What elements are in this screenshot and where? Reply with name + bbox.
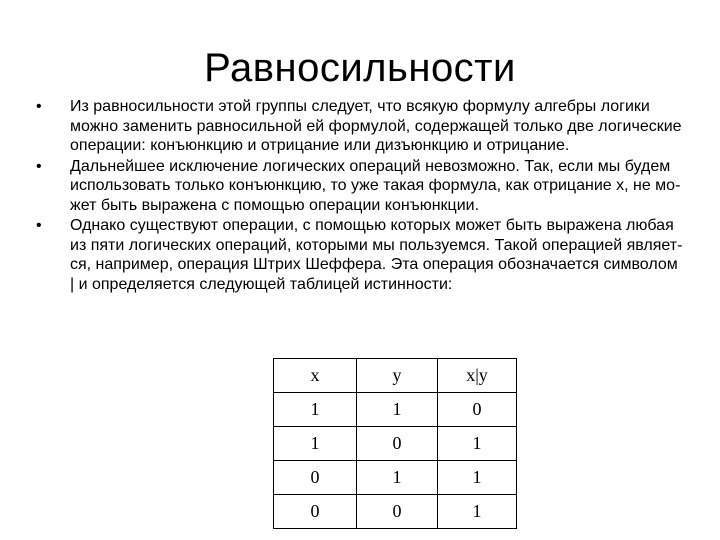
table-cell: 1 [274,393,357,427]
table-header-cell: y [357,359,438,393]
table-cell: 1 [357,393,438,427]
table-cell: 0 [438,393,517,427]
table-row [274,461,517,495]
bullet-dot-icon: • [36,98,42,115]
truth-table [273,358,517,529]
table-cell: 1 [438,461,517,495]
table-cell: 0 [274,461,357,495]
bullet-text: Однако существуют операции, с помощью которых может быть выражена любая из пяти логических операций, которыми мы пользуемся. Такой операцией являет-ся, например, операция Штрих Шеффера. Эта операция обозначается символом | и определяется следующей таблицей истинности: [70,217,683,293]
bullet-dot-icon: • [36,157,42,175]
table-header-cell: x [274,359,357,393]
table-row [274,495,517,529]
table-cell: 0 [274,495,357,529]
bullet-dot-icon: • [36,217,42,234]
table-cell: 1 [438,427,517,461]
bullet-text: Дальнейшее исключение логических операций невозможно. Так, если мы будем использовать только конъюнкцию, то уже такая формула, как отрицание x, не мо-жет быть выражена с помощью операции конъюнкции. [70,157,681,214]
table-header-cell: x|y [438,359,517,393]
table-row [274,427,517,461]
table-row [274,393,517,427]
table-cell: 0 [357,427,438,461]
table-cell: 0 [357,495,438,529]
bullet-item [36,97,686,156]
table-cell: 1 [357,461,438,495]
slide-title: Равносильности [204,46,516,90]
bullet-list [36,97,686,295]
table-header-row [274,359,517,393]
bullet-text: Из равносильности этой группы следует, что всякую формулу алгебры логики можно заменить равносильной ей формулой, содержащей только две логические операции: конъюнкцию и отрицание или дизъюнкцию и отрицание. [70,98,682,154]
table-cell: 1 [438,495,517,529]
bullet-item [36,157,686,216]
table-cell: 1 [274,427,357,461]
bullet-item [36,216,686,294]
